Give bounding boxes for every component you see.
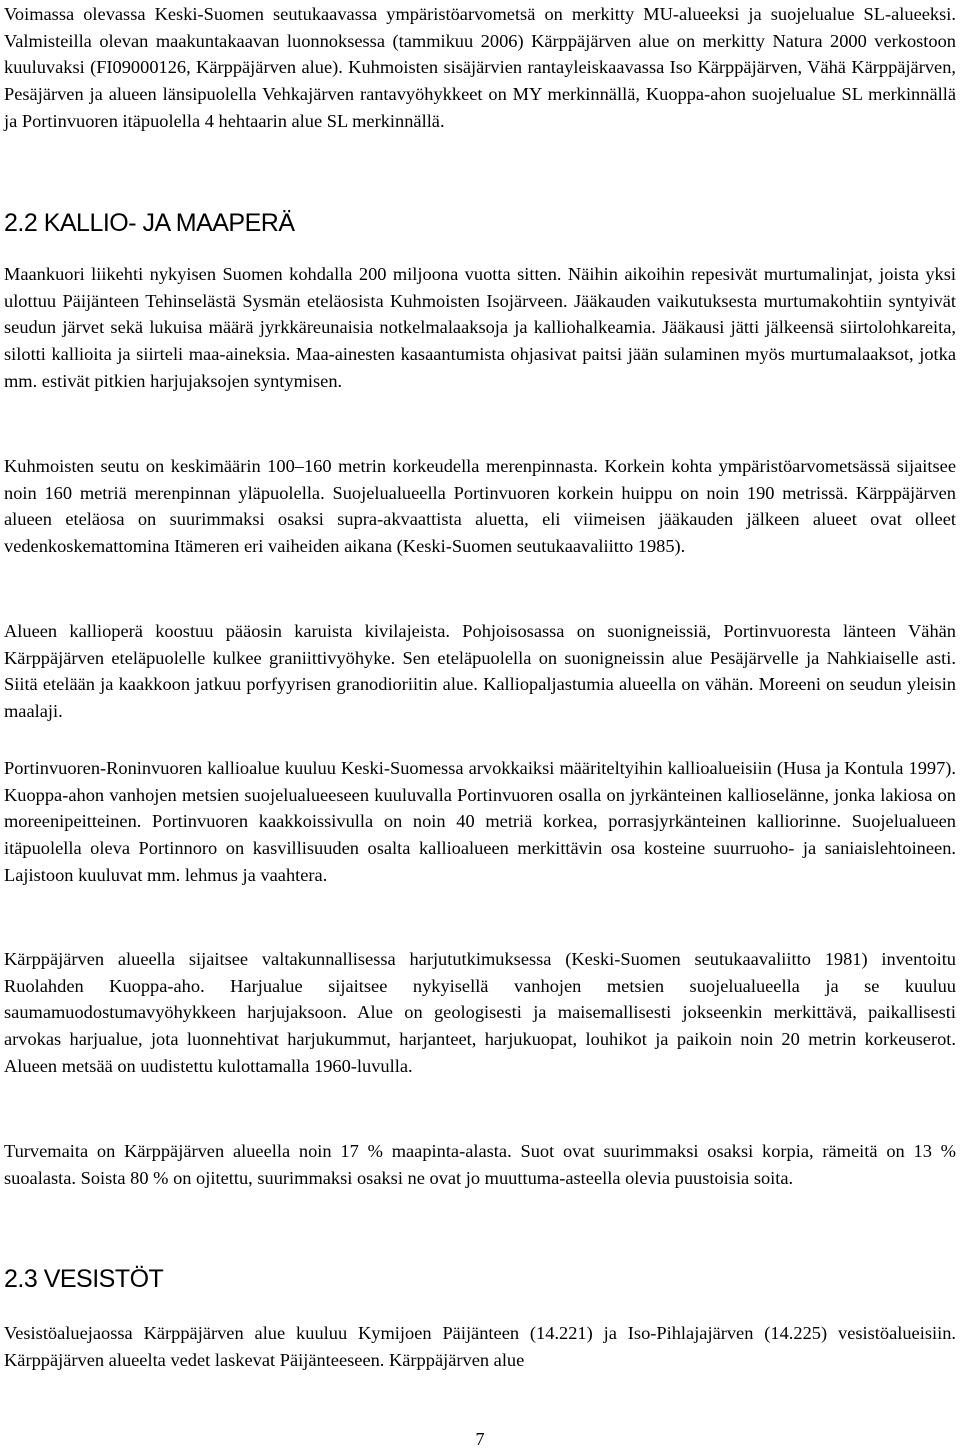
paragraph-zoning: Voimassa olevassa Keski-Suomen seutukaavassa ympäristöarvometsä on merkitty MU-alueeksi ja suojelualue SL-alueeksi. Valmisteilla olevan maakuntakaavan luonnoksessa (tammikuu 2006) Kärppäjärven alue on merkitty Natura 2000 verkostoon kuuluvaksi (FI09000126, Kärppäjärven alue). Kuhmoisten sisäjärvien rantayleiskaavassa Iso Kärppäjärven, Vähä Kärppäjärven, Pesäjärven ja alueen länsipuolella Vehkajärven rantavyöhykkeet on MY merkinnällä, Kuoppa-ahon suojelualue SL merkinnällä ja Portinvuoren itäpuolella 4 hehtaarin alue SL merkinnällä. [4, 4, 956, 131]
paragraph-earth-crust-history: Maankuori liikehti nykyisen Suomen kohdalla 200 miljoona vuotta sitten. Näihin aikoihin repesivät murtumalinjat, joista yksi ulottuu Päijänteen Tehinselästä Sysmän eteläosista Kuhmoisten Isojärveen. Jääkauden vaikutuksesta murtumakohtiin syntyivät seudun järvet sekä lukuisa määrä jyrkkäreunaisia notkelmalaaksoja ja kalliohalkeamia. Jääkausi jätti jälkeensä siirtolohkareita, silotti kallioita ja siirteli maa-aineksia. Maa-ainesten kasaantumista ohjasivat paitsi jään sulaminen myös murtumalaaksot, jotka mm. estivät pitkien harjujaksojen syntymisen. [4, 264, 956, 391]
paragraph-esker-area: Kärppäjärven alueella sijaitsee valtakunnallisessa harjututkimuksessa (Keski-Suomen seutukaavaliitto 1981) inventoitu Ruolahden Kuoppa-aho. Harjualue sijaitsee nykyisellä vanhojen metsien suojelualueella ja se kuuluu saumamuodostumavyöhykkeen harjujaksoon. Alue on geologisesti ja maisemallisesti jokseenkin merkittävä, paikallisesti arvokas harjualue, jota luonnehtivat harjukummut, harjanteet, harjukuopat, louhikot ja paikoin noin 20 metrin korkeuserot. Alueen metsää on uudistettu kulottamalla 1960-luvulla. [4, 949, 956, 1076]
paragraph-peatlands: Turvemaita on Kärppäjärven alueella noin 17 % maapinta-alasta. Suot ovat suurimmaksi osaksi korpia, rämeitä on 13 % suoalasta. Soista 80 % on ojitettu, suurimmaksi osaksi ne ovat jo muuttuma-asteella olevia puustoisia soita. [4, 1141, 956, 1188]
paragraph-watershed: Vesistöaluejaossa Kärppäjärven alue kuuluu Kymijoen Päijänteen (14.221) ja Iso-Pihlajajärven (14.225) vesistöalueisiin. Kärppäjärven alueelta vedet laskevat Päijänteeseen. Kärppäjärven alue [4, 1323, 956, 1370]
page-number: 7 [475, 1429, 485, 1449]
paragraph-bedrock: Alueen kallioperä koostuu pääosin karuista kivilajeista. Pohjoisosassa on suonigneissiä, Portinvuoresta länteen Vähän Kärppäjärven eteläpuolelle kulkee graniittivyöhyke. Sen eteläpuolella on suonigneissin alue Pesäjärvelle ja Nahkiaiselle asti. Siitä etelään ja kaakkoon jatkuu porfyyrisen granodioriitin alue. Kalliopaljastumia alueella on vähän. Moreeni on seudun yleisin maalaji. [4, 621, 956, 722]
section-heading-waters: 2.3 VESISTÖT [4, 1265, 164, 1293]
paragraph-portinvuori-rock-area: Portinvuoren-Roninvuoren kallioalue kuuluu Keski-Suomessa arvokkaiksi määriteltyihin kallioalueisiin (Husa ja Kontula 1997). Kuoppa-ahon vanhojen metsien suojelualueeseen kuuluvalla Portinvuoren osalla on jyrkänteinen kallioselänne, jonka lakiosa on moreenipeitteinen. Portinvuoren kaakkoissivulla on noin 40 metriä korkea, porrasjyrkänteinen kalliorinne. Suojelualueen itäpuolella oleva Portinnoro on kasvillisuuden osalta kallioalueen merkittävin osa kosteine suurruoho- ja saniaislehtoineen. Lajistoon kuuluvat mm. lehmus ja vaahtera. [4, 758, 956, 885]
paragraph-elevation: Kuhmoisten seutu on keskimäärin 100–160 metrin korkeudella merenpinnasta. Korkein kohta ympäristöarvometsässä sijaitsee noin 160 metriä merenpinnan yläpuolella. Suojelualueella Portinvuoren korkein huippu on noin 190 metrissä. Kärppäjärven alueen eteläosa on suurimmaksi osaksi supra-akvaattista aluetta, eli viimeisen jääkauden jälkeen alueet ovat olleet vedenkoskemattomina Itämeren eri vaiheiden aikana (Keski-Suomen seutukaavaliitto 1985). [4, 456, 956, 557]
section-heading-bedrock-and-soil: 2.2 KALLIO- JA MAAPERÄ [4, 209, 295, 237]
